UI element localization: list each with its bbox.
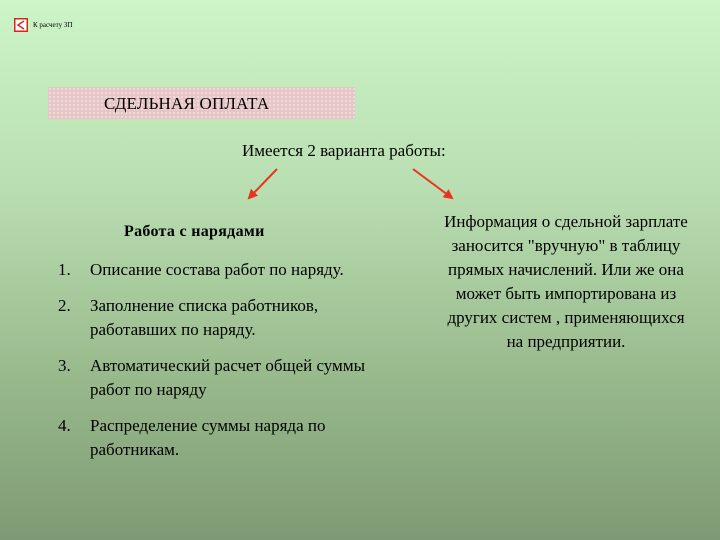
list-item-number: 2.: [58, 296, 71, 315]
left-arrow: [249, 169, 277, 198]
steps-list: [58, 258, 378, 474]
back-link-label: К расчету ЗП: [33, 20, 73, 29]
list-item: [58, 354, 378, 402]
back-arrow-icon: [14, 18, 28, 32]
right-arrow: [413, 169, 452, 198]
back-to-payroll-link[interactable]: [14, 18, 72, 32]
right-option-text: Информация о сдельной зарплате заносится "вручную" в таблицу прямых начислений. Или же она может быть импортирована из других систем , применяющихся на предприятии.: [444, 212, 688, 351]
list-item-text: Заполнение списка работников, работавших по наряду.: [90, 296, 319, 339]
list-item-number: 4.: [58, 416, 71, 435]
page-title: СДЕЛЬНАЯ ОПЛАТА: [104, 94, 270, 113]
list-item: [58, 294, 378, 342]
list-item: [58, 258, 378, 282]
left-option-heading: Работа с нарядами: [124, 223, 265, 240]
list-item-text: Автоматический расчет общей суммы работ по наряду: [90, 356, 365, 399]
subtitle: Имеется 2 варианта работы:: [242, 141, 446, 160]
list-item-text: Распределение суммы наряда по работникам.: [90, 416, 326, 459]
list-item-number: 3.: [58, 356, 71, 375]
list-item-number: 1.: [58, 260, 71, 279]
list-item: [58, 414, 378, 462]
title-banner: [48, 87, 355, 119]
list-item-text: Описание состава работ по наряду.: [90, 260, 344, 279]
